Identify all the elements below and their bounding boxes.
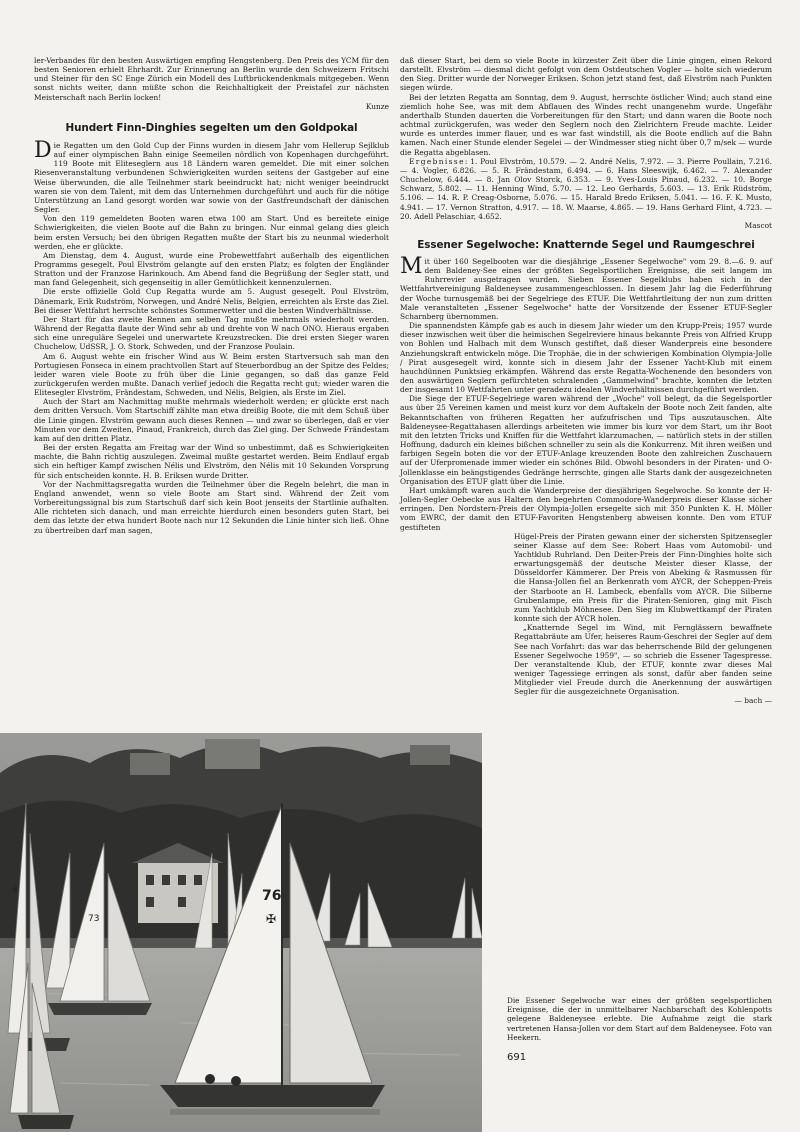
drop-cap: M: [400, 253, 423, 279]
essen-paragraph-5: Hügel-Preis der Piraten gewann einer der sichersten Spitzensegler seiner Klasse auf dem See: Robert Haas vom Automobil- und Yachtklub Ruhrland. Den Deiter-Preis der Finn-Dinghies holte sich erwartungsgemäß der deutsche Meister dieser Klasse, der Düsseldorfer Kämmerer. Der Preis von Abeking & Rasmussen für die Hansa-Jollen fiel an Berkenrath vom AYCR, der Scheppen-Preis der Starboote an H. Lambeck, ebenfalls vom AYCR. Die Silberne Grubenlampe, ein Preis für die Piraten-Senioren, ging mit Fisch zum Yachtklub Möhnesee. Den Sieg im Klubwettkampf der Piraten konnte sich der AYCR holen.: [514, 531, 772, 624]
finn-paragraph-6: Am 6. August wehte ein frischer Wind aus W. Beim ersten Startversuch sah man den Portugiesen Fonseca in einem prachtvollen Start auf Steuerbordbug an der Spitze des Feldes; leider waren viele Boote zu früh über die Linie gegangen, so daß das ganze Feld zurückgerufen werden mußte. Danach verlief jedoch die Regatta recht gut; wieder waren die Elitesegler Elvström, Frändestam, Schweden, und Nélis, Belgien, als Erste im Ziel.: [34, 351, 389, 398]
finn-paragraph-9: Vor der Nachmittagsregatta wurden die Teilnehmer über die Regeln belehrt, die man in England anwendet, wenn so viele Boote am Start sind. Während der Zeit vom Vorbereitungssignal bis zum Startschuß darf sich kein Boot jenseits der Startlinie aufhalten. Alle richteten sich danach, und man erreichte hierdurch einen besonders guten Start, bei dem das letzte der etwa hundert Boote nach nur 12 Sekunden die Linie hinter sich ließ. Ohne zu übertreiben darf man sagen,: [34, 479, 389, 535]
essen-paragraph-1: Mit über 160 Segelbooten war die diesjährige „Essener Segelwoche" vom 29. 8.—6. 9. auf dem Baldeney-See eines der größten Segelsportlichen Ereignisse, die seit langem im Ruhrrevier ausgetragen wurden. Sieben Essener Segelklubs haben sich in der Wettfahrtvereinigung Baldeneysee zusammengeschlossen. In diesem Jahr lag die Federführung der Woche turnusgemäß bei der Segelriege des ETUF. Die Wettfahrtleitung der nun zum dritten Male veranstalteten „Essener Segelwoche" hatte der Vorsitzende der Essener ETUF-Segler Scharnberg übernommen.: [400, 253, 772, 321]
sailing-photo: [0, 733, 482, 1132]
finn-paragraph-5: Der Start für das zweite Rennen am selben Tag mußte mehrmals wiederholt werden. Während der Regatta flaute der Wind sehr ab und drehte von W nach ONO. Hieraus ergaben sich eine unreguläre Segelei und unerwartete Kreuzstrecken. Die drei ersten Sieger waren Chuchelow, UdSSR, J. O. Stork, Schweden, und der Franzose Poulain.: [34, 314, 389, 352]
finn-paragraph-10: daß dieser Start, bei dem so viele Boote in kürzester Zeit über die Linie gingen, einen Rekord darstellt. Elvström — diesmal dicht gefolgt von dem Ostdeutschen Vogler — holte sich wiederum den Sieg. Dritter wurde der Norweger Eriksen. Schon jetzt stand fest, daß Elvström nach Punkten siegen würde.: [400, 56, 772, 93]
finn-paragraph-11: Bei der letzten Regatta am Sonntag, dem 9. August, herrschte östlicher Wind; auch stand eine ziemlich hohe See, was mit dem Abflauen des Windes recht unangenehm wurde. Ungefähr anderthalb Stunden dauerten die Vorbereitungen für den Start; und dann waren die Boote noch achtmal zurückgerufen, was weder den Seglern noch den Zielrichtern Freude machte. Leider wurde es unterdes immer flauer, und es war fast windstill, als die Boote endlich auf die Bahn kamen. Nach einer Stunde elender Segelei — der Windmesser stieg nicht über 0,7 m/sek — wurde die Regatta abgeblasen.: [400, 92, 772, 157]
photo-caption: Die Essener Segelwoche war eines der größten segelsportlichen Ereignisse, die der in unmittelbarer Nachbarschaft des Kohlenpotts gelegene Baldeneysee erlebte. Die Aufnahme zeigt die stark vertretenen Hansa-Jollen vor dem Start auf dem Baldeneysee. Foto van Heekern.: [507, 996, 772, 1042]
results-paragraph: [400, 157, 772, 221]
results-author: Mascot: [744, 220, 772, 230]
page-number: 691: [507, 1052, 527, 1063]
svg-text:✠: ✠: [266, 912, 277, 926]
right-column: [400, 56, 772, 706]
finn-headline: Hundert Finn-Dinghies segelten um den Goldpokal: [65, 121, 358, 134]
essen-paragraph-2: Die spannendsten Kämpfe gab es auch in diesem Jahr wieder um den Krupp-Preis; 1957 wurde dieser inzwischen weit über die heimischen Segelreviere hinaus bekannte Preis von Alfried Krupp von Bohlen und Halbach mit dem Wunsch gestiftet, daß dieser Wanderpreis eine besondere Anziehungskraft entwickeln möge. Die Trophäe, die in der schwierigen Kombination Olympia-Jolle / Pirat ausgesegelt wird, konnte sich in diesem Jahr der Essener Yacht-Klub mit einem hauchdünnen Punktsieg erkämpfen. Während das erste Regatta-Wochenende den besonders von den auswärtigen Seglern gefürchteten schralenden „Gammelwind" brachte, konnten die letzten der insgesamt 10 Wettfahrten unter geradezu idealen Windverhältnissen durchgeführt werden.: [400, 321, 772, 395]
finn-paragraph-1: Die Regatten um den Gold Cup der Finns wurden in diesem Jahr vom Hellerup Sejlklub auf einer olympischen Bahn einige Seemeilen nördlich von Kopenhagen durchgeführt. 119 Boote mit Eliteseglern aus 18 Ländern waren gemeldet. Die mit einer solchen Riesenveranstaltung verbundenen Schwierigkeiten wurden seitens der Gastgeber auf eine Weise überwunden, die alle Teilnehmer stark beeindruckt hat; nicht weniger beeindruckt waren sie von dem Talent, mit dem das Unternehmen durchgeführt und auch für die nötige Unterstützung an Land gesorgt worden war sowie von der Gastfreundschaft der dänischen Segler.: [34, 137, 389, 215]
finn-paragraph-4: Die erste offizielle Gold Cup Regatta wurde am 5. August gesegelt. Poul Elvström, Dänemark, Erik Rudström, Norwegen, und André Nelis, Belgien, erreichten als Erste das Ziel. Bei dieser Wettfahrt herrschte schönstes Sommerwetter und die besten Windverhältnisse.: [34, 287, 389, 315]
finn-paragraph-2: Von den 119 gemeldeten Booten waren etwa 100 am Start. Und es bereitete einige Schwierigkeiten, die vielen Boote auf die Bahn zu bringen. Nur einmal gelang dies gleich beim ersten Versuch; bei den übrigen Regatten mußte der Start bis zu neunmal wiederholt werden, ehe er glückte.: [34, 214, 389, 251]
sail-number-4: 4: [12, 886, 18, 896]
essen-headline: Essener Segelwoche: Knatternde Segel und Raumgeschrei: [417, 238, 755, 251]
intro-paragraph: ler-Verbandes für den besten Auswärtigen empfing Hengstenberg. Den Preis des YCM für den besten Senioren erhielt Ehrhardt. Zur Erinnerung an Berlin wurde den Schweizern Fritschi und Steiner für den SC Enge Zürich ein Modell des Luftbrückendenkmals mitgegeben. Wenn sonst nichts weiter, dann müßte schon die Reichhaltigkeit der Preistafel zur nächsten Meisterschaft nach Berlin locken!: [34, 56, 389, 102]
finn-paragraph-8: Bei der ersten Regatta am Freitag war der Wind so unbestimmt, daß es Schwierigkeiten machte, die Bahn richtig auszulegen. Zweimal mußte gestartet werden. Beim Endlauf ergab sich ein heftiger Kampf zwischen Nélis und Elvström, den Nélis mit 10 Sekunden Vorsprung für sich entscheiden konnte. H. B. Eriksen wurde Dritter.: [34, 443, 389, 480]
finn-paragraph-3: Am Dienstag, dem 4. August, wurde eine Probewettfahrt außerhalb des eigentlichen Programms gesegelt. Poul Elvström gelangte auf den ersten Platz; es folgten der Engländer Stratton und der Franzose Harinkouch. Am Abend fand die Begrüßung der Segler statt, und man fand Gelegenheit, sich gegenseitig in aller Gemütlichkeit kennenzulernen.: [34, 250, 389, 288]
sail-number-73: 73: [88, 914, 100, 924]
results-label: Ergebnisse: [409, 156, 465, 166]
essen-paragraph-6: „Knatternde Segel im Wind, mit Fernglässern bewaffnete Regattabräute am Ufer, heiseres Raum-Geschrei der Segler auf dem See nach Vorfahrt: das war das beherrschende Bild der gelungenen Essener Segelwoche 1959", — so schrieb die Essener Tagespresse. Der veranstaltende Klub, der ETUF, konnte zwar dieses Mal weniger Tagessiege erringen als sonst, dafür aber fanden seine Mitglieder viel Freude durch die Anerkennung der auswärtigen Segler für die ausgezeichnete Organisation.: [514, 623, 772, 697]
drop-cap: D: [34, 137, 52, 163]
finn-paragraph-7: Auch der Start am Nachmittag mußte mehrmals wiederholt werden; er glückte erst nach dem dritten Versuch. Vom Startschiff zählte man etwa dreißig Boote, die mit dem Schuß über die Linie gingen. Elvström gewann auch dieses Rennen — und zwar so überlegen, daß er vier Minuten vor dem Zweiten, Pinaud, Frankreich, durch das Ziel ging. Der Schwede Frändestam kam auf den dritten Platz.: [34, 397, 389, 443]
photo-drawing: [0, 733, 482, 1132]
sail-number-76: 76: [262, 888, 282, 904]
intro-author: Kunze: [365, 101, 389, 111]
left-column: [34, 56, 389, 535]
essen-paragraph-4: Hart umkämpft waren auch die Wanderpreise der diesjährigen Segelwoche. So konnte der H-Jollen-Segler Oebecke aus Haltern den begehrten Commodore-Wanderpreis dieser Klasse sicher erringen. Den Nordstern-Preis der Olympia-Jollen ersegelte sich mit 350 Punkten K. H. Möller vom EWRC, der damit den ETUF-Favoriten Hengstenberg abweisen konnte. Den vom ETUF gestifteten: [400, 485, 772, 532]
narrow-text-block: [514, 532, 772, 706]
essen-paragraph-3: Die Siege der ETUF-Segelriege waren während der „Woche" voll belegt, da die Segelsportler aus über 25 Vereinen kamen und meist kurz vor dem Auftakeln der Boote noch Zeit fanden, alte Bekanntschaften von früheren Regatten her aufzufrischen und Tips auszutauschen. Alte Baldeneysee-Regattahasen allerdings arbeiteten wie immer bis kurz vor dem Start, um ihr Boot mit den letzten Tricks und Kniffen für die Wettfahrt klarzumachen, — natürlich stets in der stillen Hoffnung, dadurch ein kleines bißchen schneller zu sein als die Konkurrenz. Mit ihren weißen und farbigen Segeln boten die vor der ETUF-Anlage kreuzenden Boote den zahlreichen Zuschauern auf der Uferpromenade immer wieder ein schönes Bild. Obwohl besonders in der Piraten- und O-Jollenklasse ein beängstigendes Gedränge herrschte, gingen alle Starts dank der ausgezeichneten Organisation des ETUF glatt über die Linie.: [400, 394, 772, 486]
essen-author: — bach —: [734, 696, 772, 706]
results-text: : 1. Poul Elvström, 10.579. — 2. André Nelis, 7.972. — 3. Pierre Poullain, 7.216. — 4. Vogler, 6.826. — 5. R. Frändestam, 6.494. — 6. Hans Sleeswijk, 6.462. — 7. Alexander Chuchelow, 6.444. — 8. Jan Olov Storck, 6.353. — 9. Yves-Louis Pinaud, 6.232. — 10. Borge Schwarz, 5.802. — 11. Henning Wind, 5.70. — 12. Leo Gerhards, 5.603. — 13. Erik Rüdström, 5.106. — 14. R. P. Creag-Osborne, 5.076. — 15. Harald Bredo Eriksen, 5.041. — 16. F. K. Musto, 4.941. — 17. Vernon Stratton, 4.917. — 18. W. Maarse, 4.865. — 19. Hans Gerhard Flint, 4.723. — 20. Adell Pelaschiar, 4.652.: [400, 156, 772, 221]
